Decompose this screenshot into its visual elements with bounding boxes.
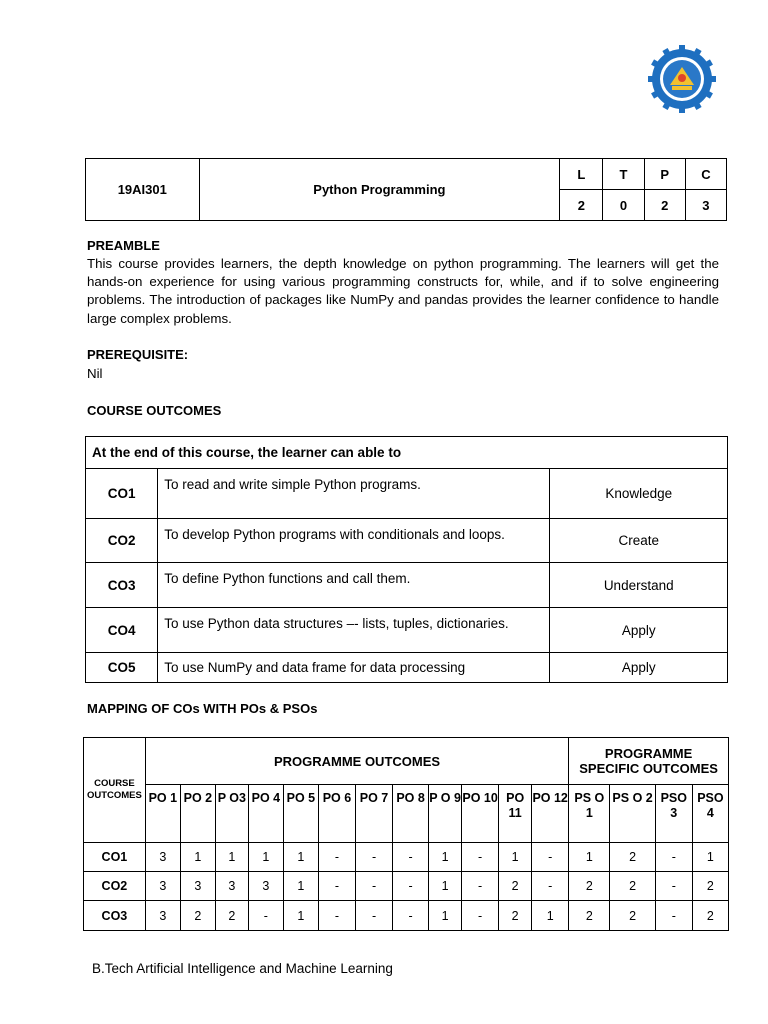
course-outcomes-table — [85, 436, 728, 683]
footer-text: B.Tech Artificial Intelligence and Machine Learning — [92, 961, 393, 976]
mapping-cell: - — [355, 901, 392, 931]
mapping-heading: MAPPING OF COs WITH POs & PSOs — [87, 701, 318, 716]
mapping-cell: - — [462, 872, 499, 901]
co-desc: To use Python data structures –- lists, tuples, dictionaries. — [158, 608, 550, 653]
co-level: Create — [550, 519, 728, 563]
mapping-cell: 1 — [429, 901, 462, 931]
mapping-cell: 1 — [429, 872, 462, 901]
mapping-cell: 3 — [180, 872, 215, 901]
co-id: CO2 — [86, 519, 158, 563]
co-id: CO4 — [86, 608, 158, 653]
mapping-cell: 1 — [283, 901, 318, 931]
mapping-cell: - — [248, 901, 283, 931]
ltpc-value-t: 0 — [603, 190, 644, 221]
ltpc-value-l: 2 — [560, 190, 603, 221]
prerequisite-heading: PREREQUISITE: — [87, 347, 189, 362]
mapping-cell: - — [462, 843, 499, 872]
mapping-cell: - — [393, 901, 429, 931]
mapping-cell: - — [462, 901, 499, 931]
course-outcomes-col-header: COURSE OUTCOMES — [84, 738, 146, 843]
mapping-table — [83, 737, 729, 931]
mapping-cell: 2 — [569, 872, 610, 901]
table-row — [86, 469, 728, 519]
ltpc-value-c: 3 — [685, 190, 726, 221]
mapping-cell: 1 — [569, 843, 610, 872]
programme-specific-outcomes-header: PROGRAMME SPECIFIC OUTCOMES — [569, 738, 729, 785]
mapping-cell: 1 — [283, 843, 318, 872]
mapping-cell: - — [532, 872, 569, 901]
mapping-cell: 1 — [499, 843, 532, 872]
mapping-cell: 2 — [215, 901, 248, 931]
mapping-cell: 3 — [215, 872, 248, 901]
mapping-cell: 1 — [429, 843, 462, 872]
table-row — [86, 563, 728, 608]
co-desc: To use NumPy and data frame for data processing — [158, 653, 550, 683]
co-id: CO1 — [86, 469, 158, 519]
mapping-co-id: CO2 — [84, 872, 146, 901]
course-header-table — [85, 158, 727, 221]
table-row — [84, 843, 729, 872]
ltpc-label-l: L — [560, 159, 603, 190]
mapping-cell: - — [655, 901, 692, 931]
mapping-col-header: PO 4 — [248, 785, 283, 843]
course-outcomes-heading: COURSE OUTCOMES — [87, 403, 222, 418]
mapping-cell: - — [355, 843, 392, 872]
mapping-cell: 2 — [499, 901, 532, 931]
mapping-cell: 2 — [692, 872, 728, 901]
mapping-col-header: PSO 3 — [655, 785, 692, 843]
co-desc: To read and write simple Python programs. — [158, 469, 550, 519]
mapping-col-header: PS O 2 — [610, 785, 655, 843]
mapping-cell: - — [318, 843, 355, 872]
mapping-cell: - — [655, 843, 692, 872]
table-row — [84, 872, 729, 901]
mapping-col-header: PO 11 — [499, 785, 532, 843]
mapping-cell: - — [318, 872, 355, 901]
mapping-cell: 1 — [532, 901, 569, 931]
mapping-cell: - — [393, 843, 429, 872]
ltpc-label-c: C — [685, 159, 726, 190]
table-row — [86, 608, 728, 653]
mapping-cell: 3 — [145, 901, 180, 931]
mapping-cell: - — [355, 872, 392, 901]
mapping-col-header: PO 2 — [180, 785, 215, 843]
table-row — [86, 519, 728, 563]
mapping-col-header: PS O 1 — [569, 785, 610, 843]
course-title: Python Programming — [199, 159, 560, 221]
mapping-col-header: P O3 — [215, 785, 248, 843]
co-level: Knowledge — [550, 469, 728, 519]
mapping-cell: 2 — [610, 872, 655, 901]
mapping-cell: 3 — [145, 843, 180, 872]
co-desc: To develop Python programs with conditionals and loops. — [158, 519, 550, 563]
mapping-col-header: PO 10 — [462, 785, 499, 843]
mapping-cell: 1 — [283, 872, 318, 901]
preamble-heading: PREAMBLE — [87, 238, 160, 253]
mapping-cell: 2 — [610, 901, 655, 931]
mapping-col-header: PO 1 — [145, 785, 180, 843]
mapping-cell: 2 — [180, 901, 215, 931]
mapping-col-header: PO 5 — [283, 785, 318, 843]
table-row — [86, 653, 728, 683]
co-intro: At the end of this course, the learner can able to — [86, 437, 728, 469]
mapping-cell: 2 — [692, 901, 728, 931]
mapping-col-header: PSO 4 — [692, 785, 728, 843]
co-id: CO3 — [86, 563, 158, 608]
mapping-cell: 3 — [145, 872, 180, 901]
mapping-cell: 2 — [610, 843, 655, 872]
mapping-cell: - — [532, 843, 569, 872]
mapping-col-header: P O 9 — [429, 785, 462, 843]
co-level: Understand — [550, 563, 728, 608]
mapping-col-header: PO 6 — [318, 785, 355, 843]
mapping-cell: - — [393, 872, 429, 901]
prerequisite-text: Nil — [87, 366, 103, 381]
mapping-col-header: PO 12 — [532, 785, 569, 843]
mapping-cell: 2 — [569, 901, 610, 931]
mapping-col-header: PO 8 — [393, 785, 429, 843]
ltpc-value-p: 2 — [644, 190, 685, 221]
ltpc-label-p: P — [644, 159, 685, 190]
mapping-cell: - — [318, 901, 355, 931]
ltpc-label-t: T — [603, 159, 644, 190]
co-level: Apply — [550, 608, 728, 653]
mapping-col-header: PO 7 — [355, 785, 392, 843]
mapping-cell: 1 — [248, 843, 283, 872]
mapping-cell: 3 — [248, 872, 283, 901]
course-code: 19AI301 — [86, 159, 200, 221]
mapping-cell: 2 — [499, 872, 532, 901]
mapping-co-id: CO3 — [84, 901, 146, 931]
college-logo — [648, 45, 716, 113]
mapping-cell: 1 — [692, 843, 728, 872]
mapping-co-id: CO1 — [84, 843, 146, 872]
co-level: Apply — [550, 653, 728, 683]
table-row — [84, 901, 729, 931]
co-id: CO5 — [86, 653, 158, 683]
programme-outcomes-header: PROGRAMME OUTCOMES — [145, 738, 568, 785]
mapping-cell: - — [655, 872, 692, 901]
mapping-cell: 1 — [180, 843, 215, 872]
mapping-cell: 1 — [215, 843, 248, 872]
preamble-text: This course provides learners, the depth knowledge on python programming. The learners will get the hands-on experience for using various programming constructs for, while, and if to solve engineering problems. The introduction of packages like NumPy and pandas provides the learner confidence to handle large complex problems. — [87, 256, 719, 326]
co-desc: To define Python functions and call them. — [158, 563, 550, 608]
